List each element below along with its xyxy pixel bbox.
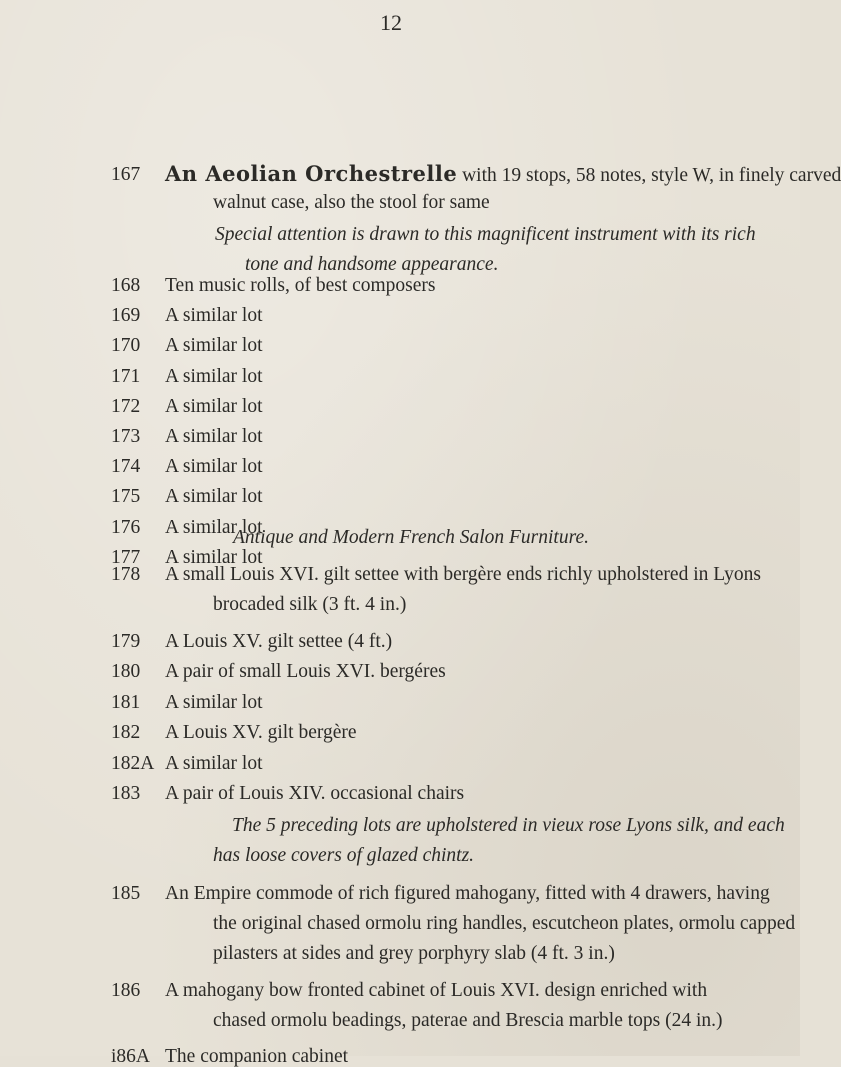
lot-description: A pair of Louis XIV. occasional chairs [165, 783, 465, 804]
lot-description-continued: pilasters at sides and grey porphyry slab (4 ft. 3 in.) [213, 943, 615, 964]
lot-number: 175 [111, 486, 141, 508]
lot-number: 177 [111, 546, 141, 568]
lot-description: A similar lot [165, 546, 263, 568]
lot-description-rest: with 19 stops, 58 notes, style W, in finely carved [457, 165, 841, 186]
lot-description: A similar lot [165, 426, 263, 447]
lot-number: 183 [111, 783, 141, 804]
lot-description-continued: chased ormolu beadings, paterae and Brescia marble tops (24 in.) [213, 1010, 723, 1031]
lot-description: A similar lot [165, 691, 263, 713]
lot-number: 169 [111, 305, 141, 327]
special-attention-note: Special attention is drawn to this magnificent instrument with its rich [215, 224, 756, 245]
lot-description: Ten music rolls, of best composers [165, 275, 436, 296]
lot-description: A mahogany bow fronted cabinet of Louis XVI. design enriched with [165, 980, 708, 1001]
lot-number: 181 [111, 691, 141, 713]
lot-description: A similar lot [165, 395, 263, 417]
lot-number: 179 [111, 631, 141, 652]
lot-description: The companion cabinet [165, 1046, 349, 1067]
lot-number: 170 [111, 335, 141, 357]
lot-description: A similar lot [165, 456, 263, 478]
lot-description-continued: brocaded silk (3 ft. 4 in.) [213, 594, 407, 615]
lot-number: 173 [111, 426, 141, 447]
lot-description: An Empire commode of rich figured mahogany, fitted with 4 drawers, having [165, 883, 770, 904]
lot-number: 182 [111, 722, 141, 744]
lot-description: A similar lot [165, 516, 263, 538]
lot-number: 176 [111, 516, 141, 538]
lot-number: 172 [111, 395, 141, 417]
lot-description: A similar lot [165, 752, 263, 774]
lot-description: A Louis XV. gilt settee (4 ft.) [165, 631, 393, 652]
lot-description: A small Louis XVI. gilt settee with bergère ends richly upholstered in Lyons [165, 564, 761, 585]
upholstery-note-continued: has loose covers of glazed chintz. [213, 845, 475, 866]
lot-description-continued: the original chased ormolu ring handles, escutcheon plates, ormolu capped [213, 913, 796, 934]
lot-number: 186 [111, 980, 141, 1001]
upholstery-note: The 5 preceding lots are upholstered in vieux rose Lyons silk, and each [232, 815, 785, 836]
special-attention-note-continued: tone and handsome appearance. [245, 254, 499, 275]
lot-description: A pair of small Louis XVI. bergéres [165, 661, 446, 683]
page-number: 12 [380, 10, 402, 35]
lot-number: 185 [111, 883, 141, 904]
lot-description: A similar lot [165, 486, 263, 508]
lot-title: An Aeolian Orchestrelle [165, 161, 458, 186]
lot-number: 167 [111, 164, 141, 185]
lot-number: 178 [111, 564, 141, 585]
lot-description [165, 163, 841, 186]
lot-description: A Louis XV. gilt bergère [165, 722, 357, 744]
lot-description: A similar lot [165, 335, 263, 357]
lot-number: 174 [111, 456, 141, 478]
section-heading: Antique and Modern French Salon Furniture. [233, 527, 589, 548]
lot-number: 182A [111, 752, 155, 774]
lot-number: 180 [111, 661, 141, 683]
lot-description: A similar lot [165, 365, 263, 387]
lot-description-continued: walnut case, also the stool for same [213, 192, 490, 213]
lot-description: A similar lot [165, 305, 263, 327]
lot-number: 171 [111, 365, 141, 387]
lot-number: 168 [111, 275, 141, 296]
lot-number: i86A [111, 1046, 150, 1067]
